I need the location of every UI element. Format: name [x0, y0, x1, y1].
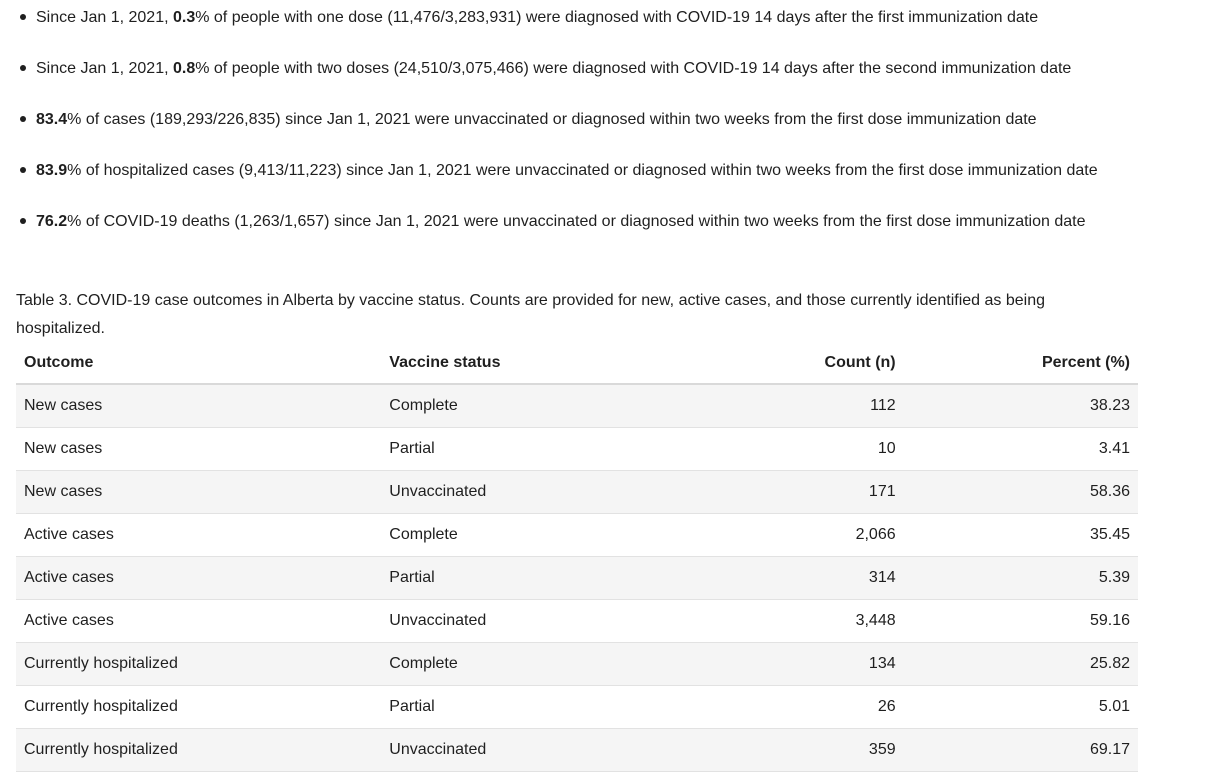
cell-outcome: New cases [16, 471, 381, 514]
cell-percent: 38.23 [904, 384, 1138, 428]
cell-percent: 5.01 [904, 686, 1138, 729]
bullet-text-post: % of hospitalized cases (9,413/11,223) since Jan 1, 2021 were unvaccinated or diagnosed within two weeks from the first dose immunization date [67, 162, 1098, 179]
cell-outcome: New cases [16, 384, 381, 428]
table-row [16, 384, 1138, 428]
cell-percent: 35.45 [904, 514, 1138, 557]
table-row [16, 600, 1138, 643]
bullet-highlight-value: 0.8 [172, 60, 196, 77]
cell-outcome: Active cases [16, 514, 381, 557]
summary-bullet [20, 159, 1098, 183]
cell-vaccine-status: Unvaccinated [381, 729, 716, 772]
cell-count: 171 [717, 471, 904, 514]
bullet-dot-icon [20, 65, 26, 71]
table-row [16, 557, 1138, 600]
cell-count: 3,448 [717, 600, 904, 643]
vaccine-outcomes-table [16, 342, 1138, 772]
bullet-text-post: % of cases (189,293/226,835) since Jan 1, 2021 were unvaccinated or diagnosed within two weeks from the first dose immunization date [67, 111, 1037, 128]
column-header-percent: Percent (%) [904, 342, 1138, 384]
bullet-highlight-value: 0.3 [172, 9, 196, 26]
bullet-highlight-value: 83.4 [36, 111, 68, 128]
cell-vaccine-status: Unvaccinated [381, 600, 716, 643]
summary-bullet [20, 108, 1037, 132]
cell-outcome: Active cases [16, 557, 381, 600]
bullet-text-post: % of people with two doses (24,510/3,075,466) were diagnosed with COVID-19 14 days after the second immunization date [195, 60, 1072, 77]
cell-count: 359 [717, 729, 904, 772]
cell-vaccine-status: Partial [381, 428, 716, 471]
summary-bullet [20, 57, 1071, 81]
cell-outcome: Active cases [16, 600, 381, 643]
table-header-row [16, 342, 1138, 384]
bullet-highlight-value: 83.9 [36, 162, 68, 179]
bullet-dot-icon [20, 14, 26, 20]
table-row [16, 729, 1138, 772]
summary-bullet [20, 6, 1038, 30]
cell-count: 112 [717, 384, 904, 428]
table-row [16, 686, 1138, 729]
column-header-count: Count (n) [717, 342, 904, 384]
bullet-text-post: % of COVID-19 deaths (1,263/1,657) since Jan 1, 2021 were unvaccinated or diagnosed within two weeks from the first dose immunization date [67, 213, 1086, 230]
cell-percent: 3.41 [904, 428, 1138, 471]
column-header-outcome: Outcome [16, 342, 381, 384]
cell-percent: 5.39 [904, 557, 1138, 600]
bullet-text-pre: Since Jan 1, 2021, [36, 9, 173, 26]
cell-vaccine-status: Complete [381, 384, 716, 428]
cell-vaccine-status: Unvaccinated [381, 471, 716, 514]
cell-vaccine-status: Partial [381, 557, 716, 600]
table-row [16, 471, 1138, 514]
cell-count: 2,066 [717, 514, 904, 557]
cell-outcome: Currently hospitalized [16, 686, 381, 729]
bullet-dot-icon [20, 167, 26, 173]
cell-vaccine-status: Complete [381, 643, 716, 686]
table-row [16, 514, 1138, 557]
cell-count: 134 [717, 643, 904, 686]
table-row [16, 643, 1138, 686]
cell-percent: 25.82 [904, 643, 1138, 686]
bullet-text-post: % of people with one dose (11,476/3,283,931) were diagnosed with COVID-19 14 days after the first immunization date [195, 9, 1039, 26]
table-row [16, 428, 1138, 471]
cell-count: 314 [717, 557, 904, 600]
cell-count: 10 [717, 428, 904, 471]
bullet-dot-icon [20, 218, 26, 224]
cell-outcome: New cases [16, 428, 381, 471]
cell-outcome: Currently hospitalized [16, 729, 381, 772]
bullet-highlight-value: 76.2 [36, 213, 68, 230]
cell-percent: 69.17 [904, 729, 1138, 772]
bullet-dot-icon [20, 116, 26, 122]
table-caption: Table 3. COVID-19 case outcomes in Alberta by vaccine status. Counts are provided for new, active cases, and those currently identified as being hospitalized. [16, 292, 1045, 337]
summary-bullet [20, 210, 1085, 234]
column-header-vaccine-status: Vaccine status [381, 342, 716, 384]
cell-percent: 58.36 [904, 471, 1138, 514]
bullet-text-pre: Since Jan 1, 2021, [36, 60, 173, 77]
cell-count: 26 [717, 686, 904, 729]
cell-percent: 59.16 [904, 600, 1138, 643]
cell-vaccine-status: Partial [381, 686, 716, 729]
cell-outcome: Currently hospitalized [16, 643, 381, 686]
cell-vaccine-status: Complete [381, 514, 716, 557]
